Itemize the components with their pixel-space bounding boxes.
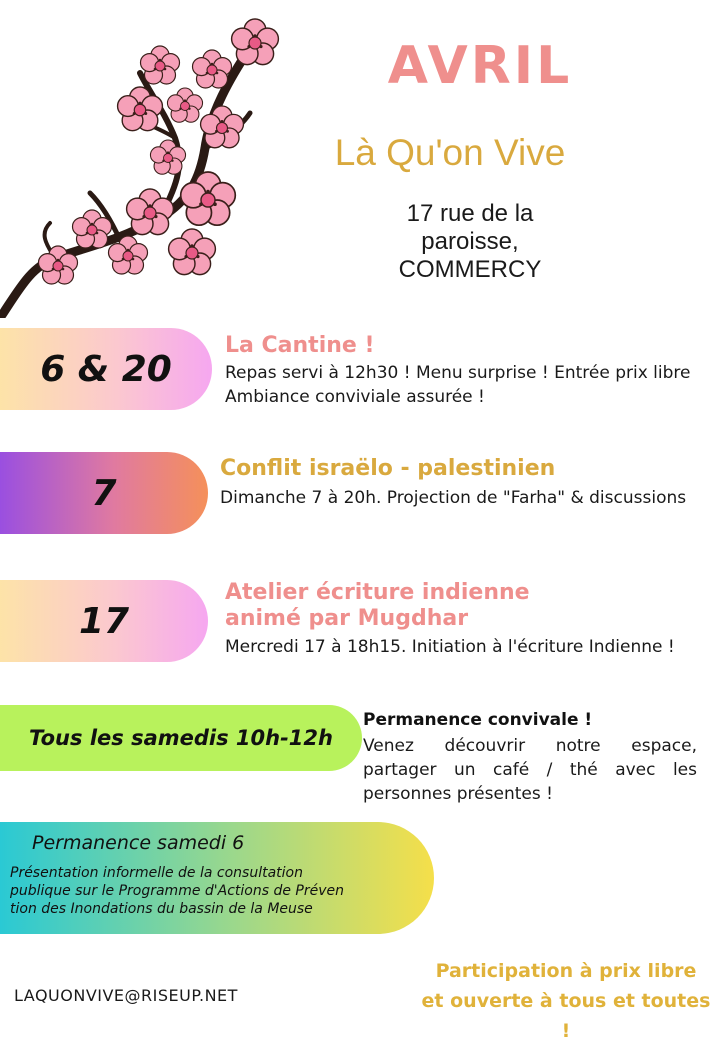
description-line: tion des Inondations du bassin de la Meuse bbox=[10, 901, 313, 917]
description-line: Repas servi à 12h30 ! Menu surprise ! Entrée prix libre bbox=[225, 363, 691, 383]
event-info-pill bbox=[0, 822, 434, 934]
description-line: publique sur le Programme d'Actions de Préven bbox=[10, 883, 345, 899]
event-description bbox=[10, 864, 344, 918]
address-line: 17 rue de la bbox=[406, 200, 534, 227]
event-date: 17 bbox=[78, 600, 130, 642]
event-date: Tous les samedis 10h-12h bbox=[29, 726, 333, 750]
event-date-pill bbox=[0, 328, 212, 410]
event-date-pill bbox=[0, 580, 208, 662]
event-description: Venez découvrir notre espace, partager un café / thé avec les personnes présentes ! bbox=[363, 736, 697, 804]
event-title bbox=[225, 580, 530, 632]
address-line: COMMERCY bbox=[398, 256, 542, 283]
event-date: 6 & 20 bbox=[40, 348, 172, 390]
note-line: Participation à prix libre bbox=[435, 960, 697, 982]
month-heading: AVRIL bbox=[387, 36, 573, 96]
note-line: et ouverte à tous et toutes ! bbox=[421, 990, 711, 1042]
event-date: 7 bbox=[91, 472, 117, 514]
event-date-pill bbox=[0, 452, 208, 534]
event-description bbox=[225, 361, 705, 409]
cherry-blossom-branch-icon bbox=[0, 18, 290, 318]
event-title: Conflit israëlo - palestinien bbox=[220, 456, 556, 481]
title-line: Atelier écriture indienne bbox=[225, 580, 530, 605]
venue-address bbox=[360, 200, 580, 284]
description-line: Présentation informelle de la consultation bbox=[10, 865, 303, 881]
participation-note bbox=[418, 956, 714, 1046]
event-date-pill bbox=[0, 705, 362, 771]
address-line: paroisse, bbox=[421, 228, 519, 255]
event-title: Permanence convivale ! bbox=[363, 710, 593, 730]
event-description: Mercredi 17 à 18h15. Initiation à l'écriture Indienne ! bbox=[225, 637, 675, 657]
event-description: Dimanche 7 à 20h. Projection de "Farha" & discussions bbox=[220, 488, 687, 508]
event-title: Permanence samedi 6 bbox=[32, 832, 245, 854]
venue-name: Là Qu'on Vive bbox=[334, 132, 566, 173]
contact-email: LAQUONVIVE@RISEUP.NET bbox=[14, 986, 238, 1005]
event-title: La Cantine ! bbox=[225, 333, 375, 358]
description-line: Ambiance conviviale assurée ! bbox=[225, 387, 485, 407]
title-line: animé par Mugdhar bbox=[225, 606, 469, 631]
